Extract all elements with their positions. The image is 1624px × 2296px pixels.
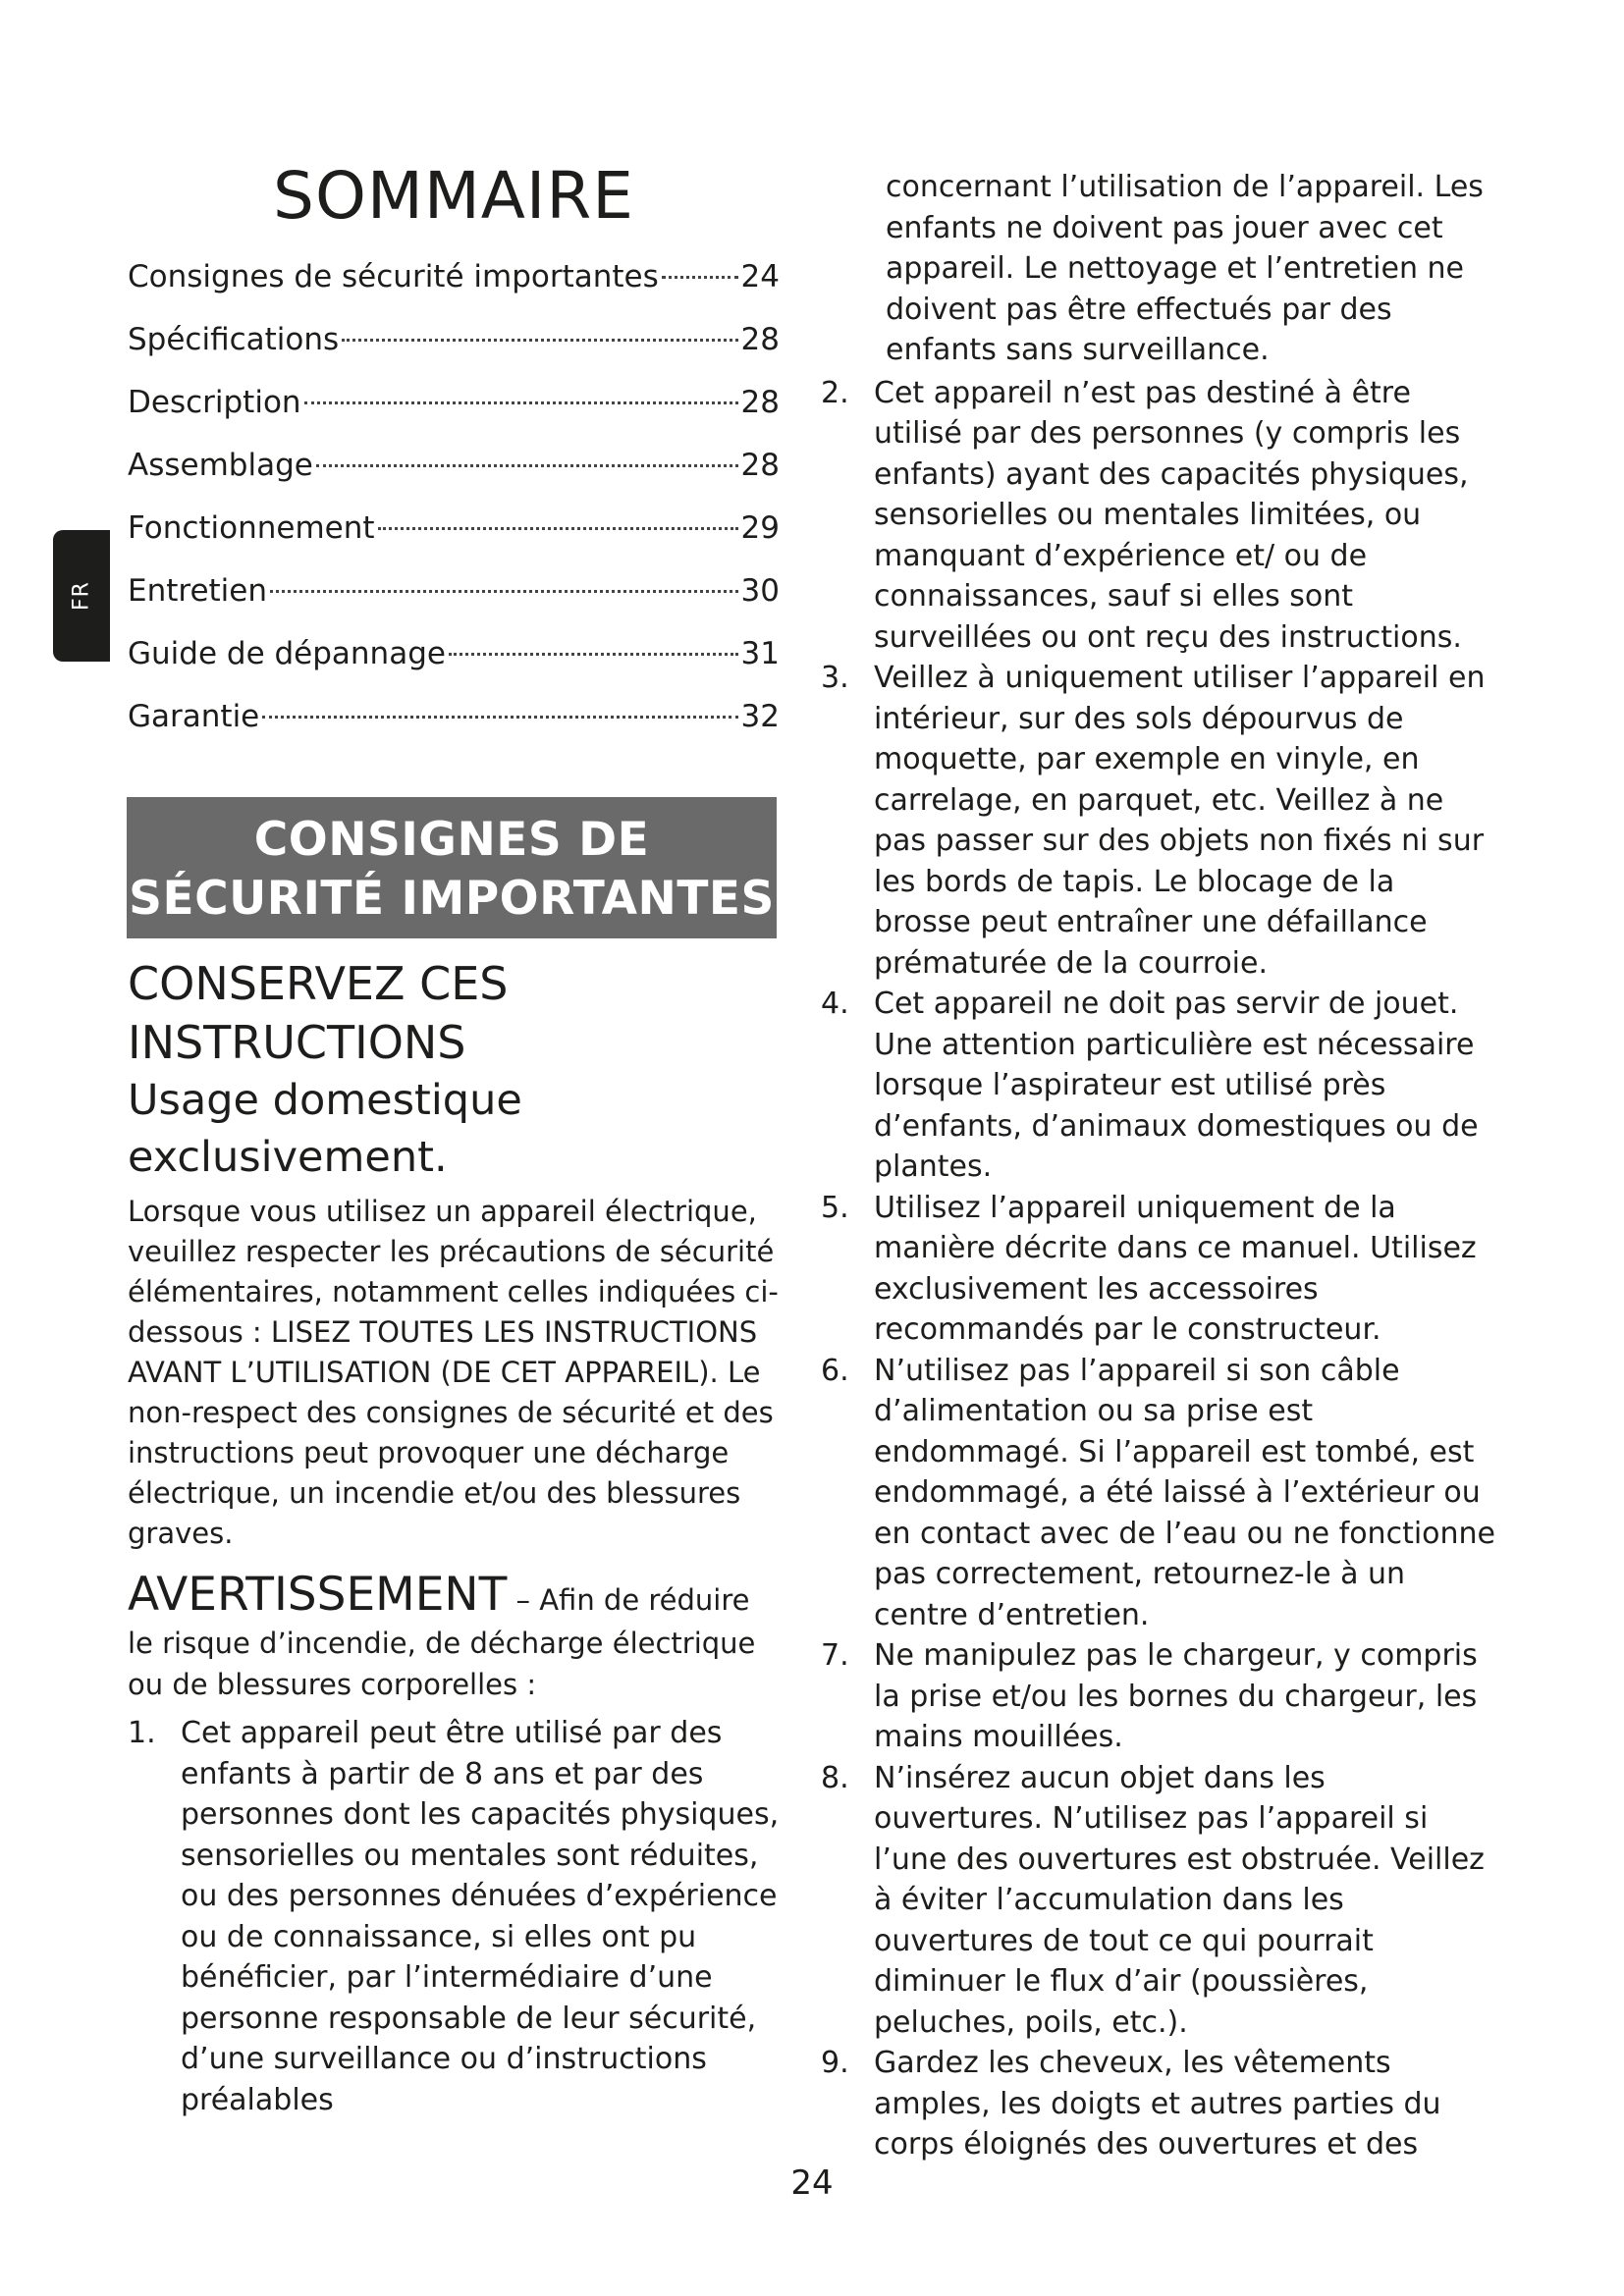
- list-item: 9. Gardez les cheveux, les vêtements amples, les doigts et autres parties du corps éloignés des ouvertures et des: [821, 2046, 1441, 2162]
- language-tab-label: FR: [69, 581, 94, 611]
- toc-title: SOMMAIRE: [273, 158, 634, 234]
- banner-line-1: CONSIGNES DE: [253, 813, 650, 867]
- safety-list-left: [128, 1713, 780, 2120]
- warning-block: [128, 1568, 780, 1705]
- list-item: 3. Veillez à uniquement utiliser l’appareil en intérieur, sur des sols dépourvus de moquette, par exemple en vinyle, en carrelage, en parquet, etc. Veillez à ne pas passer sur des objets non fixés ni sur les bords de tapis. Le blocage de la brosse peut entraîner une défaillance prématurée de la courroie.: [821, 661, 1486, 981]
- list-item: 2. Cet appareil n’est pas destiné à être utilisé par des personnes (y compris les enfants) ayant des capacités physiques, sensorielles ou mentales limitées, ou manquant d’expérience et/ ou de connaissances, sauf si elles sont surveillées ou ont reçu des instructions.: [821, 375, 1469, 655]
- banner-line-2: SÉCURITÉ IMPORTANTES: [129, 872, 775, 926]
- language-tab: [53, 530, 110, 662]
- list-item-continuation: concernant l’utilisation de l’appareil. Les enfants ne doivent pas jouer avec cet appareil. Le nettoyage et l’entretien ne doivent pas être effectués par des enfants sans surveillance.: [886, 170, 1484, 367]
- warning-title: AVERTISSEMENT: [128, 1568, 508, 1622]
- toc-item[interactable]: Description 28: [128, 385, 780, 420]
- list-item: 8. N’insérez aucun objet dans les ouvertures. N’utilisez pas l’appareil si l’une des ouvertures est obstruée. Veillez à éviter l’accumulation dans les ouvertures de tout ce qui pourrait diminuer le flux d’air (poussières, peluches, poils, etc.).: [821, 1760, 1485, 2040]
- household-use-heading: Usage domestique exclusivement.: [128, 1076, 522, 1182]
- left-column: [128, 157, 780, 2120]
- list-item: 5. Utilisez l’appareil uniquement de la manière décrite dans ce manuel. Utilisez exclusivement les accessoires recommandés par le constructeur.: [821, 1190, 1477, 1347]
- table-of-contents: [128, 245, 780, 748]
- list-item: 6. N’utilisez pas l’appareil si son câble d’alimentation ou sa prise est endommagé. Si l’appareil est tombé, est endommagé, a été laissé à l’extérieur ou en contact avec de l’eau ou ne fonctionne pas correctement, retournez-le à un centre d’entretien.: [821, 1353, 1496, 1632]
- toc-item[interactable]: Consignes de sécurité importantes 24: [128, 259, 780, 294]
- safety-list-right: [821, 373, 1498, 2165]
- list-item: 7. Ne manipulez pas le chargeur, y compris la prise et/ou les bornes du chargeur, les mains mouillées.: [821, 1638, 1478, 1754]
- warning-text: – Afin de réduire le risque d’incendie, de décharge électrique ou de blessures corporelles :: [128, 1583, 756, 1701]
- page-number: 24: [790, 2163, 834, 2203]
- toc-item[interactable]: Assemblage 28: [128, 448, 780, 483]
- safety-banner: [127, 797, 777, 938]
- intro-paragraph: Lorsque vous utilisez un appareil électrique, veuillez respecter les précautions de sécurité élémentaires, notamment celles indiquées ci-dessous : LISEZ TOUTES LES INSTRUCTIONS AVANT L’UTILISATION (DE CET APPAREIL). Le non-respect des consignes de sécurité et des instructions peut provoquer une décharge électrique, un incendie et/ou des blessures graves.: [128, 1195, 779, 1550]
- toc-item[interactable]: Spécifications 28: [128, 322, 780, 357]
- right-column: [821, 167, 1498, 2165]
- list-item: 1. Cet appareil peut être utilisé par des enfants à partir de 8 ans et par des personnes dont les capacités physiques, sensorielles ou mentales sont réduites, ou des personnes dénuées d’expérience ou de connaissance, si elles ont pu bénéficier, par l’intermédiaire d’une personne responsable de leur sécurité, d’une surveillance ou d’instructions préalables: [128, 1716, 780, 2117]
- keep-instructions-heading: CONSERVEZ CES INSTRUCTIONS: [128, 957, 509, 1069]
- toc-item[interactable]: Guide de dépannage 31: [128, 636, 780, 671]
- toc-item[interactable]: Entretien 30: [128, 573, 780, 609]
- toc-item[interactable]: Fonctionnement 29: [128, 510, 780, 546]
- list-item: 4. Cet appareil ne doit pas servir de jouet. Une attention particulière est nécessaire lorsque l’aspirateur est utilisé près d’enfants, d’animaux domestiques ou de plantes.: [821, 987, 1479, 1184]
- toc-item[interactable]: Garantie 32: [128, 699, 780, 734]
